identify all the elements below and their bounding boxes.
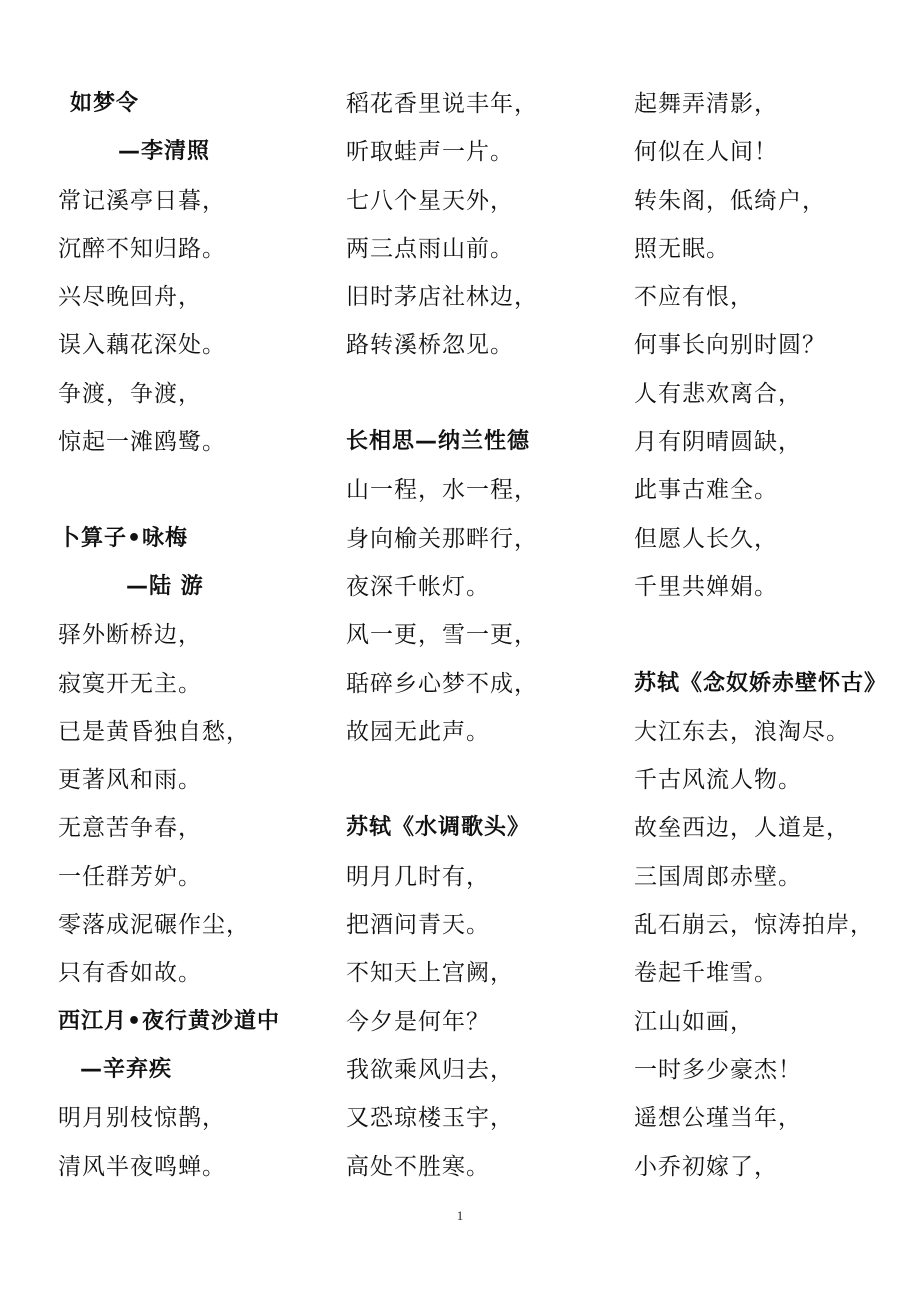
verse-line: 照无眠。 [634,235,730,262]
text-column-right [634,80,920,1191]
verse-line: 七八个星天外， [346,187,514,214]
verse-line: 常记溪亭日暮， [58,187,226,214]
verse-line: 大江东去，浪淘尽。 [634,718,850,745]
verse-line: 卷起千堆雪。 [634,960,778,987]
verse-line: 寂寞开无主。 [58,670,202,697]
verse-line: 不知天上宫阙， [346,960,514,987]
verse-line: 争渡，争渡， [58,380,202,407]
page-number: 1 [456,1208,464,1223]
blank-line [346,370,636,418]
verse-line: 人有悲欢离合， [634,380,802,407]
verse-line: 路转溪桥忽见。 [346,332,514,359]
verse-line: 起舞弄清影， [634,91,778,117]
verse-line: 惊起一滩鸥鹭。 [58,429,226,456]
poem-heading: 长相思—纳兰性德 [346,429,531,455]
verse-line: 千古风流人物。 [634,767,802,794]
verse-line: 稻花香里说丰年， [346,91,538,117]
poem-heading: 苏轼《念奴娇赤壁怀古》 [634,670,888,696]
verse-line: 不应有恨， [634,284,754,311]
verse-line: 一任群芳妒。 [58,863,202,890]
verse-line: 身向榆关那畔行， [346,525,538,552]
poem-heading: 卜算子•咏梅 [58,525,189,551]
poem-heading: 苏轼《水调歌头》 [346,815,531,841]
poem-heading: 如梦令 [70,91,140,116]
text-column-middle [346,80,636,1191]
poem-heading: —陆 游 [126,573,204,599]
poem-heading: 西江月•夜行黄沙道中 [58,1008,281,1034]
verse-line: 又恐琼楼玉宇， [346,1105,514,1132]
verse-line: 但愿人长久， [634,525,778,552]
verse-line: 已是黄昏独自愁， [58,718,250,745]
verse-line: 月有阴晴圆缺， [634,429,802,456]
verse-line: 遥想公瑾当年， [634,1105,802,1132]
verse-line: 沉醉不知归路。 [58,235,226,262]
verse-line: 江山如画， [634,1008,754,1035]
verse-line: 故垒西边，人道是， [634,815,850,842]
verse-line: 把酒问青天。 [346,912,490,939]
verse-line: 兴尽晚回舟， [58,284,202,311]
poem-heading: —李清照 [118,139,211,165]
verse-line: 此事古难全。 [634,477,778,504]
text-column-left [58,80,348,1191]
verse-line: 两三点雨山前。 [346,235,514,262]
verse-line: 何似在人间！ [634,139,778,166]
verse-line: 转朱阁，低绮户， [634,187,826,214]
verse-line: 高处不胜寒。 [346,1153,490,1180]
verse-line: 故园无此声。 [346,718,490,745]
verse-line: 明月别枝惊鹊， [58,1105,226,1132]
blank-line [58,466,348,514]
verse-line: 无意苦争春， [58,815,202,842]
verse-line: 清风半夜鸣蝉。 [58,1153,226,1180]
verse-line: 明月几时有， [346,863,490,890]
verse-line: 今夕是何年？ [346,1008,490,1035]
verse-line: 风一更，雪一更， [346,622,538,649]
verse-line: 一时多少豪杰！ [634,1056,802,1083]
verse-line: 零落成泥碾作尘， [58,912,250,939]
verse-line: 山一程，水一程， [346,477,538,504]
verse-line: 误入藕花深处。 [58,332,226,359]
verse-line: 千里共婵娟。 [634,573,778,600]
blank-line [346,756,636,804]
blank-line [634,611,920,659]
verse-line: 夜深千帐灯。 [346,573,490,600]
verse-line: 更著风和雨。 [58,767,202,794]
verse-line: 我欲乘风归去， [346,1056,514,1083]
verse-line: 小乔初嫁了， [634,1153,778,1180]
verse-line: 听取蛙声一片。 [346,139,514,166]
verse-line: 聒碎乡心梦不成， [346,670,538,697]
poem-heading: —辛弃疾 [80,1056,173,1082]
verse-line: 只有香如故。 [58,960,202,987]
verse-line: 三国周郎赤壁。 [634,863,802,890]
verse-line: 乱石崩云，惊涛拍岸， [634,912,874,939]
verse-line: 驿外断桥边， [58,622,202,649]
verse-line: 何事长向别时圆？ [634,332,826,359]
verse-line: 旧时茅店社林边， [346,284,538,311]
